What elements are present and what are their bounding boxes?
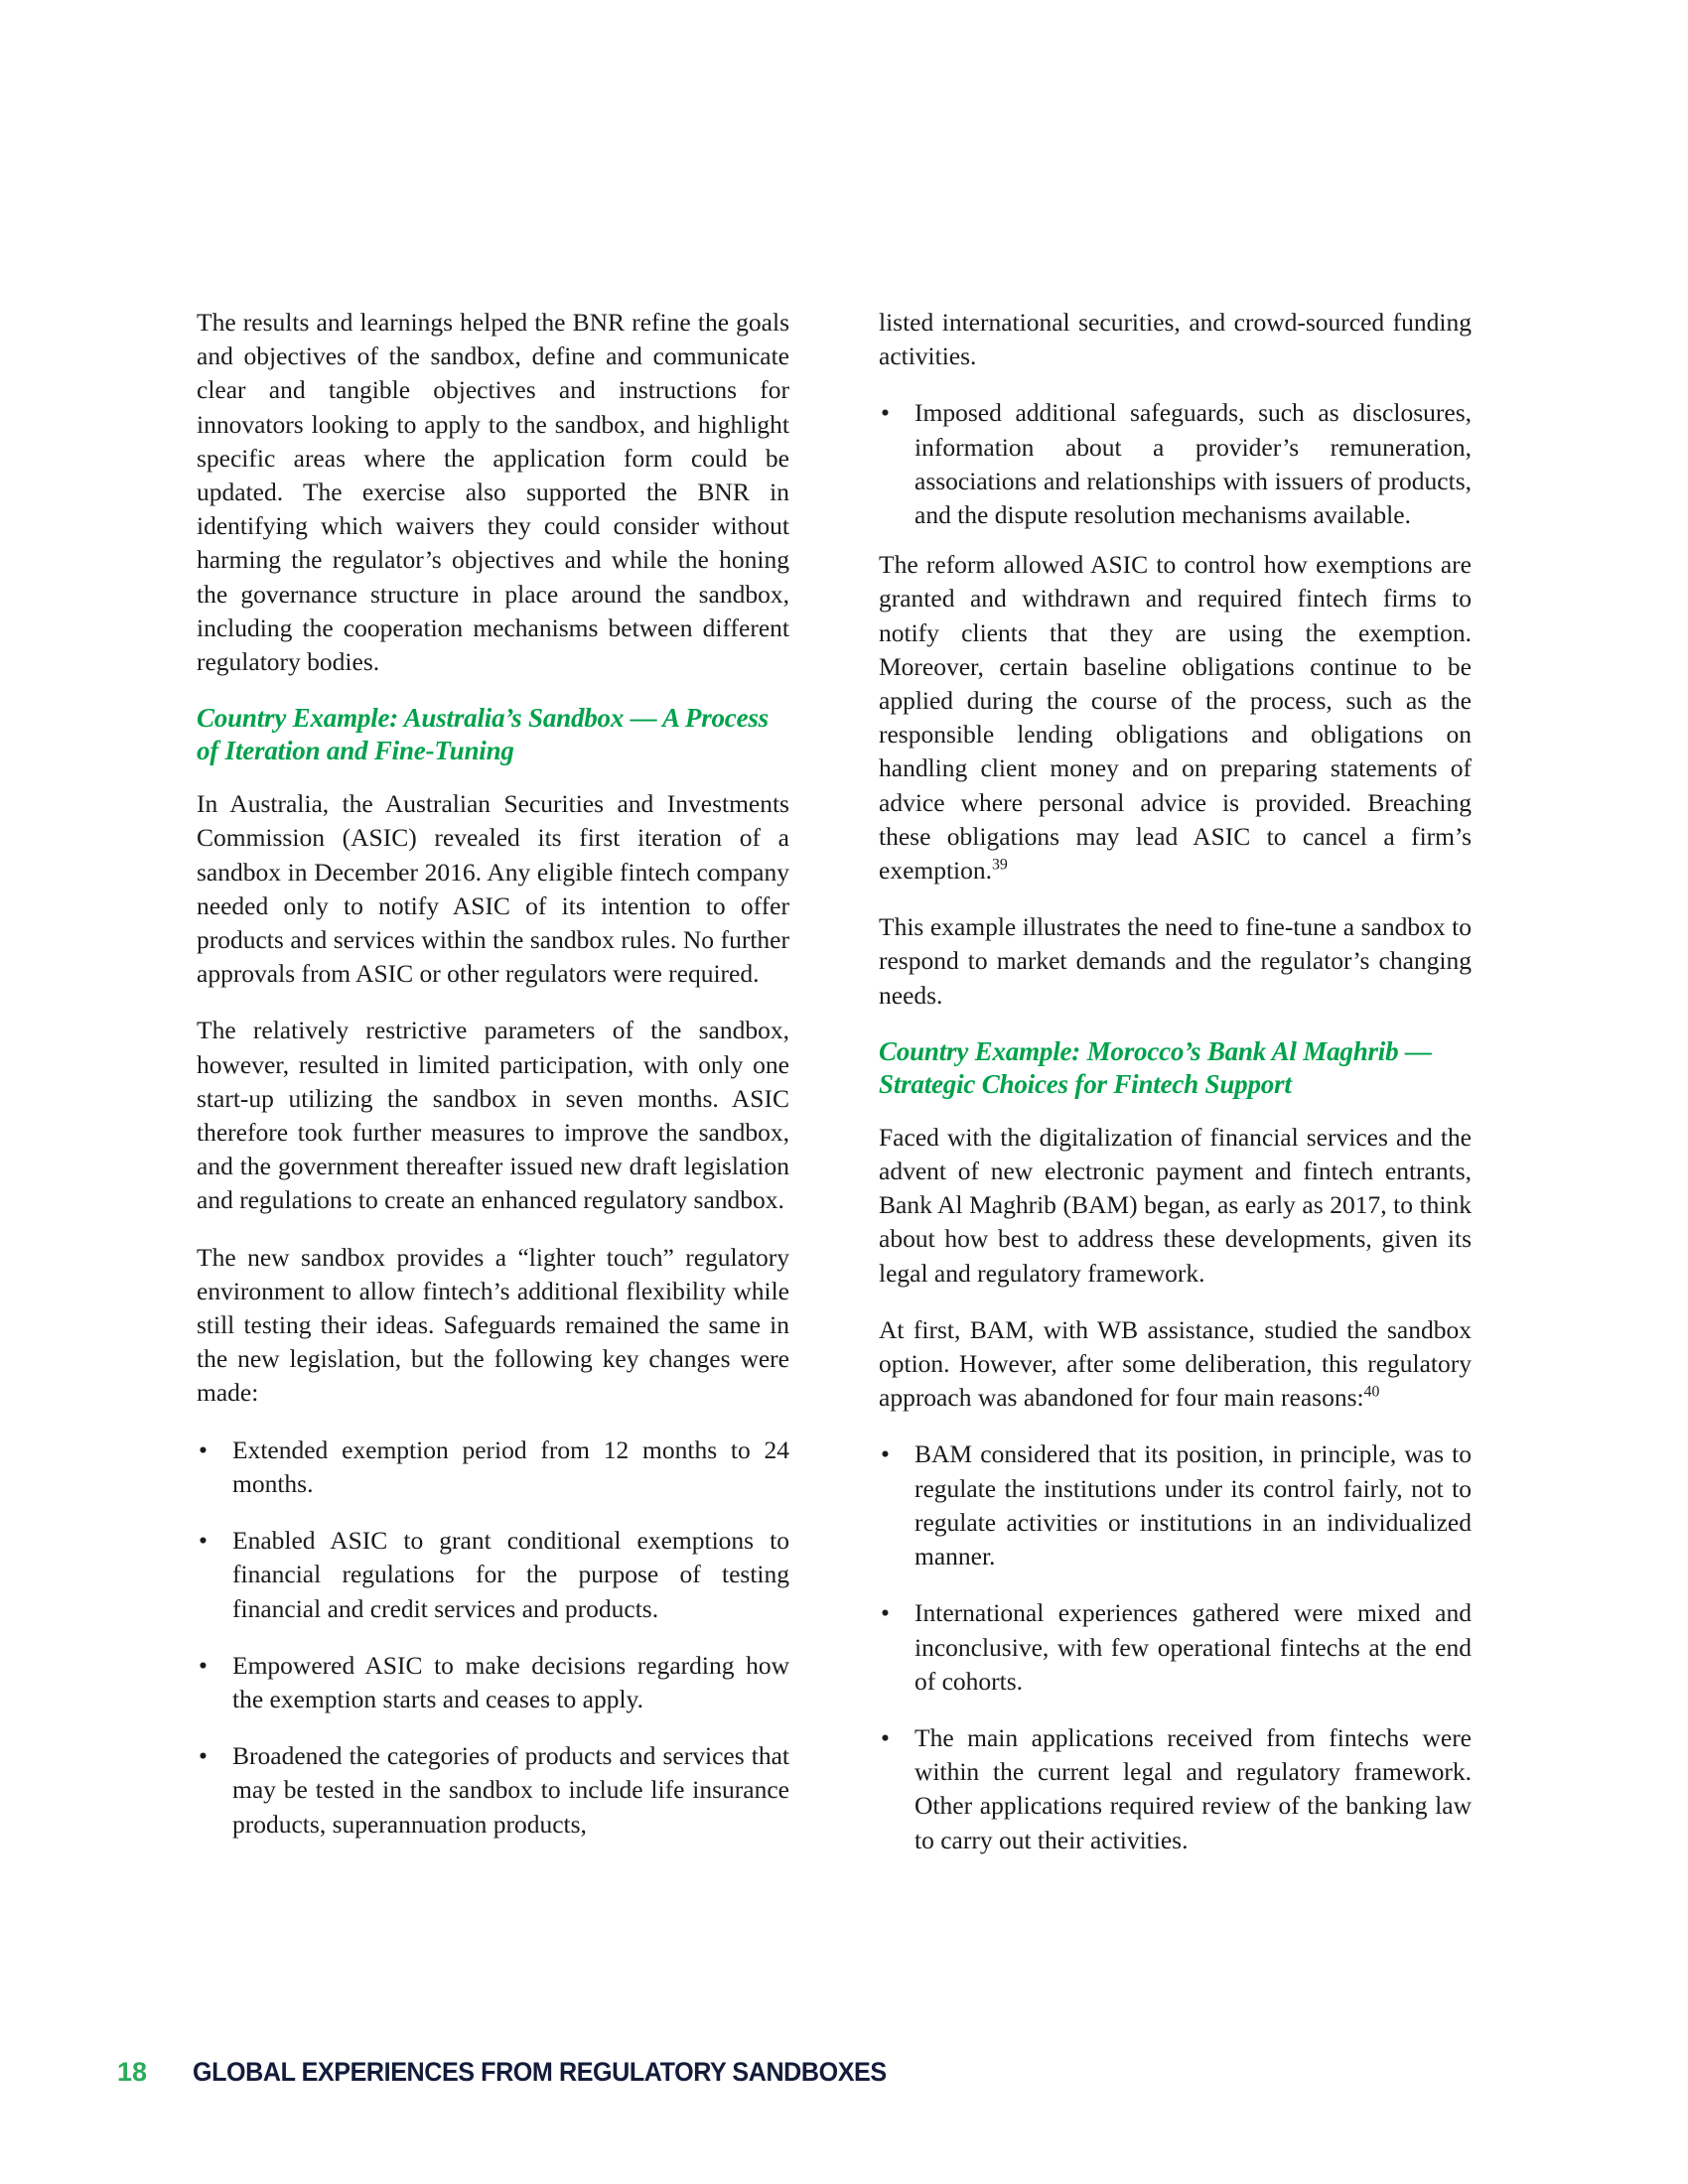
list-item: • Extended exemption period from 12 months to 24 months. xyxy=(197,1433,789,1501)
left-column xyxy=(197,306,789,1873)
list-item: • Imposed additional safeguards, such as disclosures, information about a provider’s remuneration, associations and relationships with issuers of products, and the dispute resolution mechanisms available. xyxy=(879,396,1472,532)
page-footer xyxy=(117,2057,938,2088)
paragraph-restrictive-parameters: The relatively restrictive parameters of the sandbox, however, resulted in limited participation, with only one start-up utilizing the sandbox in seven months. ASIC therefore took further measures to improve the sandbox, and the government thereafter issued new draft legislation and regulations to create an enhanced regulatory sandbox. xyxy=(197,1016,789,1215)
page-number: 18 xyxy=(117,2057,148,2087)
list-item: • Enabled ASIC to grant conditional exemptions to financial regulations for the purpose of testing financial and credit services and products. xyxy=(197,1524,789,1626)
paragraph-bnr-results: The results and learnings helped the BNR refine the goals and objectives of the sandbox, define and communicate clear and tangible objectives and instructions for innovators looking to apply to the sandbox, and highlight specific areas where the application form could be updated. The exercise also supported the BNR in identifying which waivers they could consider without harming the regulator’s objectives and while the honing the governance structure in place around the sandbox, including the cooperation mechanisms between different regulatory bodies. xyxy=(197,308,789,677)
heading-morocco-bank-al-maghrib: Country Example: Morocco’s Bank Al Maghrib — Strategic Choices for Fintech Support xyxy=(879,1035,1432,1099)
paragraph-continuation-securities: listed international securities, and crowd-sourced funding activities. xyxy=(879,308,1472,371)
footnote-ref-39[interactable]: 39 xyxy=(992,856,1008,874)
paragraph-morocco-intro: Faced with the digitalization of financial services and the advent of new electronic payment and fintech entrants, Bank Al Maghrib (BAM) began, as early as 2017, to think about how best to address these developments, given its legal and regulatory framework. xyxy=(879,1122,1472,1288)
asic-safeguards-list xyxy=(879,396,1472,532)
paragraph-australia-intro: In Australia, the Australian Securities and Investments Commission (ASIC) revealed its first iteration of a sandbox in December 2016. Any eligible fintech company needed only to notify ASIC of its intention to offer products and services within the sandbox rules. No further approvals from ASIC or other regulators were required. xyxy=(197,789,789,989)
list-item: • The main applications received from fintechs were within the current legal and regulatory framework. Other applications required review of the banking law to carry out their activities. xyxy=(879,1721,1472,1857)
right-column xyxy=(879,306,1472,1873)
paragraph-example-illustrates: This example illustrates the need to fine-tune a sandbox to respond to market demands and the regulator’s changing needs. xyxy=(879,912,1472,1010)
list-item: • International experiences gathered were mixed and inconclusive, with few operational fintechs at the end of cohorts. xyxy=(879,1596,1472,1699)
footer-document-title: GLOBAL EXPERIENCES FROM REGULATORY SANDBOXES xyxy=(193,2057,887,2087)
paragraph-reform-allowed-asic xyxy=(879,548,1472,887)
paragraph-reform-text: The reform allowed ASIC to control how exemptions are granted and withdrawn and required fintech firms to notify clients that they are using the exemption. Moreover, certain baseline obligations continue to be applied during the course of the process, such as the responsible lending obligations and obligations on handling client money and on preparing statements of advice where personal advice is provided. Breaching these obligations may lead ASIC to cancel a firm’s exemption. xyxy=(879,550,1472,886)
heading-australia-sandbox: Country Example: Australia’s Sandbox — A Process of Iteration and Fine-Tuning xyxy=(197,703,769,766)
two-column-body xyxy=(197,306,1472,1873)
list-item: • BAM considered that its position, in principle, was to regulate the institutions under its control fairly, not to regulate activities or institutions in an individualized manner. xyxy=(879,1437,1472,1573)
list-item: • Broadened the categories of products and services that may be tested in the sandbox to include life insurance products, superannuation products, xyxy=(197,1739,789,1842)
bam-reasons-list xyxy=(879,1437,1472,1856)
paragraph-bam-four-reasons xyxy=(879,1313,1472,1416)
list-item: • Empowered ASIC to make decisions regarding how the exemption starts and ceases to apply. xyxy=(197,1649,789,1716)
paragraph-bam-text: At first, BAM, with WB assistance, studied the sandbox option. However, after some deliberation, this regulatory approach was abandoned for four main reasons: xyxy=(879,1314,1472,1413)
australia-changes-list xyxy=(197,1433,789,1842)
footnote-ref-40[interactable]: 40 xyxy=(1363,1383,1380,1401)
paragraph-lighter-touch: The new sandbox provides a “lighter touch” regulatory environment to allow fintech’s additional flexibility while still testing their ideas. Safeguards remained the same in the new legislation, but the following key changes were made: xyxy=(197,1242,789,1408)
